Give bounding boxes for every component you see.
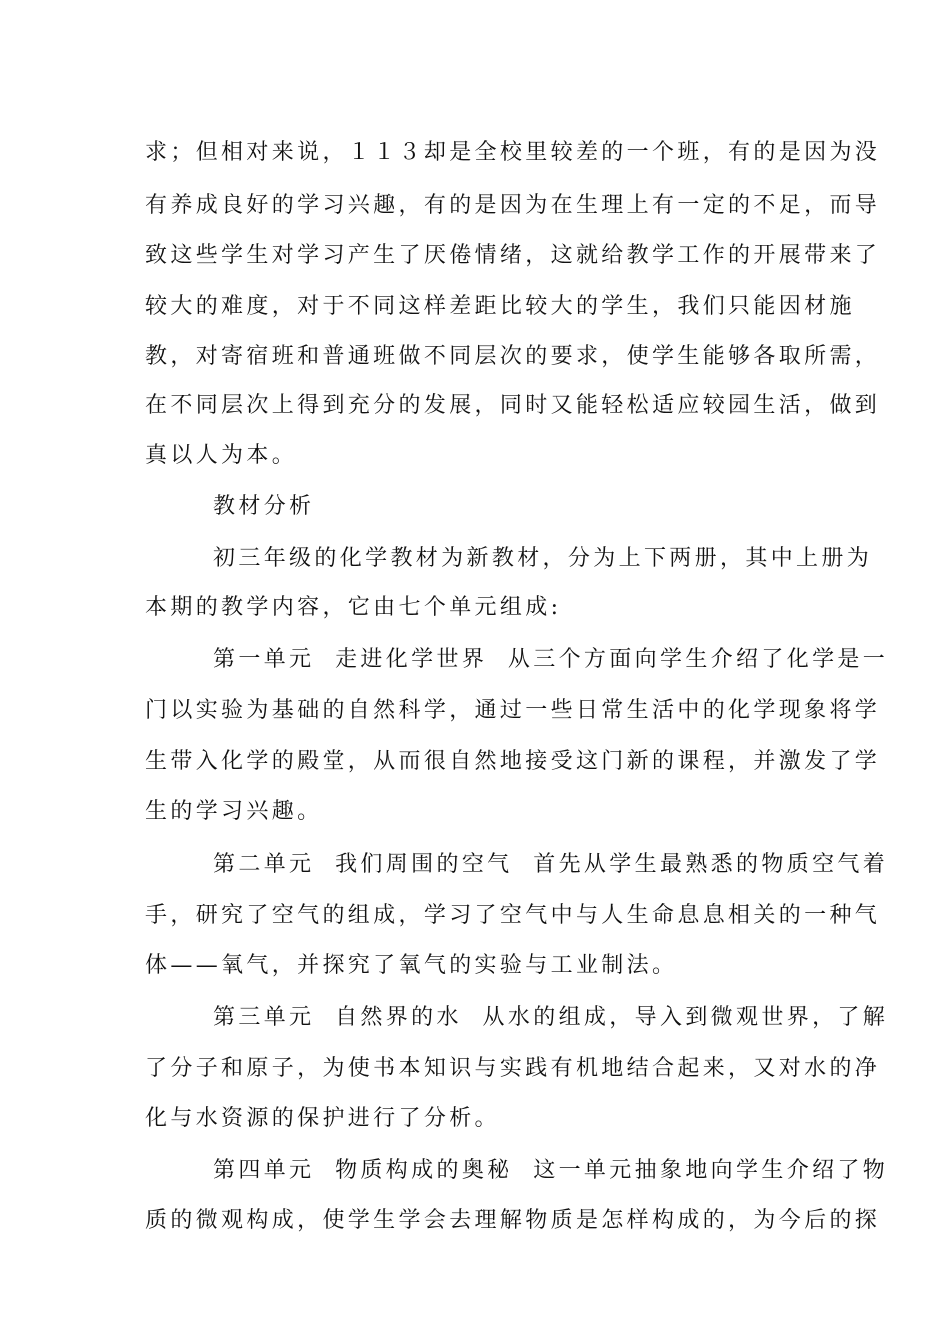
text-line: 致这些学生对学习产生了厌倦情绪，这就给教学工作的开展带来了 [145, 243, 881, 268]
text-line: 较大的难度，对于不同这样差距比较大的学生，我们只能因材施 [145, 294, 855, 319]
text-line: 质的微观构成，使学生学会去理解物质是怎样构成的，为今后的探 [145, 1208, 881, 1233]
text-line: 化与水资源的保护进行了分析。 [145, 1106, 500, 1131]
text-line: 教，对寄宿班和普通班做不同层次的要求，使学生能够各取所需， [145, 344, 881, 369]
text-line: 手，研究了空气的组成，学习了空气中与人生命息息相关的一种气 [145, 903, 881, 928]
text-line: 门以实验为基础的自然科学，通过一些日常生活中的化学现象将学 [145, 698, 881, 723]
text-line: 有养成良好的学习兴趣，有的是因为在生理上有一定的不足，而导 [145, 193, 881, 218]
text-line: 求；但相对来说，１１３却是全校里较差的一个班，有的是因为没 [145, 140, 881, 165]
text-line: 了分子和原子，为使书本知识与实践有机地结合起来，又对水的净 [145, 1056, 881, 1081]
text-line: 第一单元 走进化学世界 从三个方面向学生介绍了化学是一 [213, 647, 889, 672]
text-line: 在不同层次上得到充分的发展，同时又能轻松适应较园生活，做到 [145, 393, 881, 418]
section-heading: 教材分析 [213, 494, 315, 519]
text-line: 本期的教学内容，它由七个单元组成: [145, 595, 562, 620]
text-line: 体——氧气，并探究了氧气的实验与工业制法。 [145, 953, 678, 978]
text-line: 第二单元 我们周围的空气 首先从学生最熟悉的物质空气着 [213, 852, 889, 877]
text-line: 真以人为本。 [145, 443, 298, 468]
text-line: 生带入化学的殿堂，从而很自然地接受这门新的课程，并激发了学 [145, 749, 881, 774]
text-line: 初三年级的化学教材为新教材，分为上下两册，其中上册为 [213, 546, 873, 571]
text-line: 生的学习兴趣。 [145, 799, 323, 824]
text-line: 第三单元 自然界的水 从水的组成，导入到微观世界，了解 [213, 1005, 889, 1030]
text-line: 第四单元 物质构成的奥秘 这一单元抽象地向学生介绍了物 [213, 1158, 889, 1183]
